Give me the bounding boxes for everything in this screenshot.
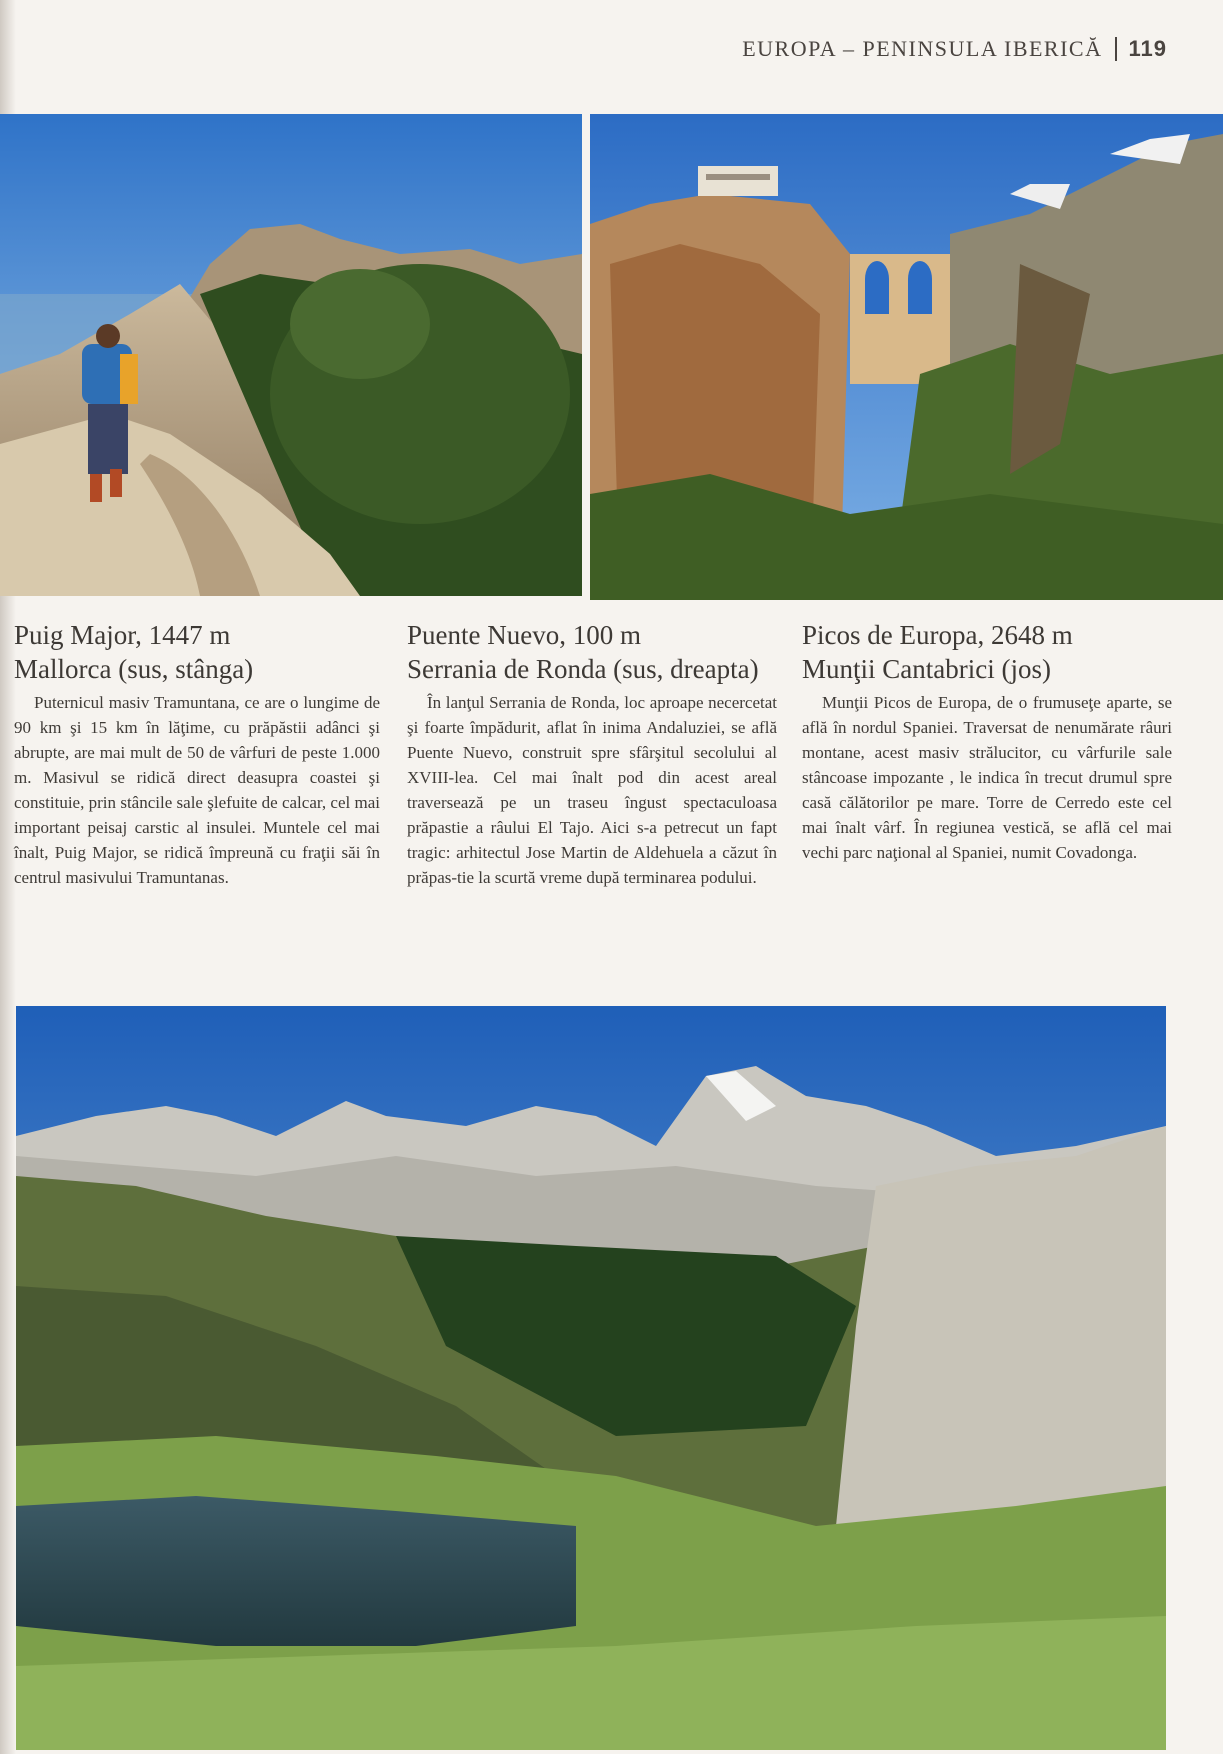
- entry-body: În lanţul Serrania de Ronda, loc aproape necercetat şi foarte împădurit, aflat în inima Andaluziei, se află Puente Nuevo, construit spre sfârşitul secolului al XVIII-lea. Cel mai înalt pod din acest areal traversează pe un traseu îngust spectaculoasa prăpastie a râului El Tajo. Aici s-a petrecut un fapt tragic: arhitectul Jose Martin de Aldehuela a căzut în prăpas-tie la scurtă vreme după terminarea podului.: [407, 693, 777, 887]
- photo-hiker-ridge: [0, 114, 582, 596]
- entry-title-line2: Munţii Cantabrici (jos): [802, 654, 1051, 684]
- entry-picos-de-europa: [802, 618, 1172, 865]
- entry-title: [407, 618, 777, 686]
- header-divider: [1115, 37, 1117, 61]
- entry-body: Munţii Picos de Europa, de o frumuseţe aparte, se află în nordul Spaniei. Traversat de nenumărate râuri montane, acest masiv strălucitor, cu vârfurile sale stâncoase impozante , le indica în trecut drumul spre casă călătorilor pe mare. Torre de Cerredo este cel mai înalt vârf. În regiunea vestică, se află cel mai vechi parc naţional al Spaniei, numit Covadonga.: [802, 693, 1172, 862]
- entry-title: [14, 618, 380, 686]
- entry-title-line1: Picos de Europa, 2648 m: [802, 620, 1073, 650]
- entry-title: [802, 618, 1172, 686]
- entry-title-line1: Puig Major, 1447 m: [14, 620, 231, 650]
- entry-title-line2: Mallorca (sus, stânga): [14, 654, 254, 684]
- entry-puente-nuevo: [407, 618, 777, 890]
- entry-title-line2: Serrania de Ronda (sus, dreapta): [407, 654, 759, 684]
- entry-title-line1: Puente Nuevo, 100 m: [407, 620, 641, 650]
- entry-body: Puternicul masiv Tramuntana, ce are o lungime de 90 km şi 15 km în lăţime, cu prăpăstii adânci şi abrupte, are mai mult de 50 de vârfuri de peste 1.000 m. Masivul se ridică direct deasupra coastei şi constituie, prin stâncile sale şlefuite de calcar, cel mai important peisaj carstic al insulei. Muntele cel mai înalt, Puig Major, se ridică împreună cu fraţii săi în centrul masivului Tramuntanas.: [14, 693, 380, 887]
- photo-mountain-lake: [16, 1006, 1166, 1750]
- page-number: 119: [1128, 36, 1167, 61]
- photo-bridge-gorge: [590, 114, 1223, 600]
- entry-puig-major: [14, 618, 380, 890]
- running-header: [742, 36, 1167, 62]
- section-title: EUROPA – PENINSULA IBERICĂ: [742, 36, 1103, 61]
